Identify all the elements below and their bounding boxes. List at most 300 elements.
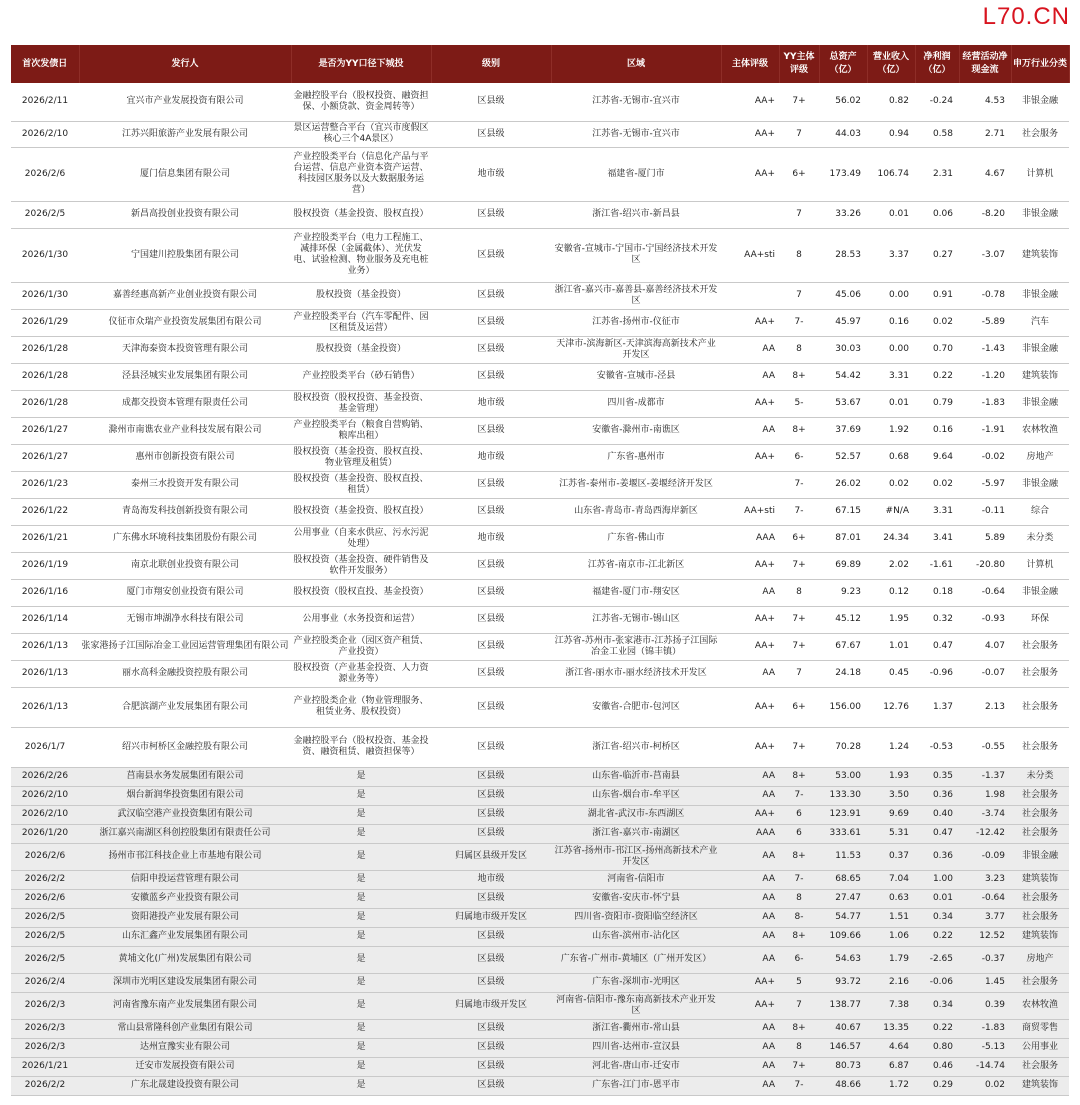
cell-issuer: 浙江嘉兴南湖区科创控股集团有限责任公司 — [79, 824, 291, 843]
cell-first-issue-date: 2026/1/16 — [11, 579, 79, 606]
cell-first-issue-date: 2026/1/27 — [11, 444, 79, 471]
cell-first-issue-date: 2026/2/5 — [11, 908, 79, 927]
cell-issuer: 新昌高投创业投资有限公司 — [79, 201, 291, 228]
cell-total-assets: 28.53 — [819, 228, 867, 282]
cell-admin-level: 区县级 — [431, 363, 551, 390]
cell-region: 江苏省-苏州市-张家港市-江苏扬子江国际冶金工业园（锦丰镇） — [551, 633, 721, 660]
cell-revenue: 3.37 — [867, 228, 915, 282]
cell-net-profit: 0.36 — [915, 786, 959, 805]
cell-net-profit: 2.31 — [915, 147, 959, 201]
cell-operating-cash-flow: 0.39 — [959, 992, 1011, 1019]
cell-issuer-rating: AA+ — [721, 805, 779, 824]
cell-total-assets: 67.67 — [819, 633, 867, 660]
cell-total-assets: 70.28 — [819, 727, 867, 767]
cell-is-chengtou: 是 — [291, 786, 431, 805]
table-row — [11, 992, 1069, 1019]
cell-total-assets: 68.65 — [819, 870, 867, 889]
cell-issuer: 青岛海发科技创新投资有限公司 — [79, 498, 291, 525]
cell-is-chengtou: 是 — [291, 805, 431, 824]
cell-region: 广东省-江门市-恩平市 — [551, 1076, 721, 1095]
cell-sw-industry: 未分类 — [1011, 767, 1069, 786]
cell-is-chengtou: 股权投资（基金投资） — [291, 336, 431, 363]
cell-total-assets: 26.02 — [819, 471, 867, 498]
cell-first-issue-date: 2026/1/28 — [11, 390, 79, 417]
table-row — [11, 1076, 1069, 1095]
table-body — [11, 83, 1069, 1095]
table-row — [11, 946, 1069, 973]
cell-is-chengtou: 金融控股平台（股权投资、融资担保、小额贷款、资金周转等） — [291, 83, 431, 121]
cell-revenue: 12.76 — [867, 687, 915, 727]
cell-issuer: 迁安市发展投资有限公司 — [79, 1057, 291, 1076]
cell-net-profit: 0.40 — [915, 805, 959, 824]
cell-is-chengtou: 是 — [291, 767, 431, 786]
table-row — [11, 1019, 1069, 1038]
cell-operating-cash-flow: -0.78 — [959, 282, 1011, 309]
cell-yy-rating: 7 — [779, 992, 819, 1019]
table-row — [11, 579, 1069, 606]
cell-yy-rating: 7+ — [779, 633, 819, 660]
cell-issuer-rating: AA+ — [721, 552, 779, 579]
cell-region: 安徽省-合肥市-包河区 — [551, 687, 721, 727]
cell-operating-cash-flow: 12.52 — [959, 927, 1011, 946]
cell-operating-cash-flow: -5.89 — [959, 309, 1011, 336]
cell-admin-level: 地市级 — [431, 525, 551, 552]
cell-region: 山东省-临沂市-莒南县 — [551, 767, 721, 786]
cell-sw-industry: 非银金融 — [1011, 390, 1069, 417]
cell-admin-level: 归属地市级开发区 — [431, 992, 551, 1019]
cell-is-chengtou: 产业控股类企业（物业管理服务、租赁业务、股权投资） — [291, 687, 431, 727]
table-row — [11, 824, 1069, 843]
cell-issuer: 扬州市邗江科技企业上市基地有限公司 — [79, 843, 291, 870]
cell-net-profit: 0.35 — [915, 767, 959, 786]
cell-net-profit: 0.22 — [915, 363, 959, 390]
cell-issuer-rating: AA — [721, 870, 779, 889]
cell-sw-industry: 计算机 — [1011, 552, 1069, 579]
column-header-sw-industry: 申万行业分类 — [1011, 45, 1069, 83]
cell-operating-cash-flow: -5.13 — [959, 1038, 1011, 1057]
cell-admin-level: 区县级 — [431, 973, 551, 992]
cell-revenue: 1.72 — [867, 1076, 915, 1095]
cell-yy-rating: 8- — [779, 908, 819, 927]
cell-issuer: 深圳市光明区建设发展集团有限公司 — [79, 973, 291, 992]
cell-admin-level: 区县级 — [431, 786, 551, 805]
cell-total-assets: 54.77 — [819, 908, 867, 927]
cell-issuer: 泰州三水投资开发有限公司 — [79, 471, 291, 498]
cell-admin-level: 区县级 — [431, 1019, 551, 1038]
cell-issuer-rating — [721, 201, 779, 228]
cell-net-profit: 0.16 — [915, 417, 959, 444]
cell-first-issue-date: 2026/1/23 — [11, 471, 79, 498]
cell-sw-industry: 计算机 — [1011, 147, 1069, 201]
cell-revenue: 2.02 — [867, 552, 915, 579]
table-row — [11, 660, 1069, 687]
cell-first-issue-date: 2026/1/19 — [11, 552, 79, 579]
cell-is-chengtou: 股权投资（股权投资、基金投资、基金管理） — [291, 390, 431, 417]
cell-issuer: 河南省豫东南产业发展集团有限公司 — [79, 992, 291, 1019]
cell-is-chengtou: 是 — [291, 870, 431, 889]
cell-issuer: 泾县泾城实业发展集团有限公司 — [79, 363, 291, 390]
cell-net-profit: 1.00 — [915, 870, 959, 889]
cell-total-assets: 87.01 — [819, 525, 867, 552]
cell-issuer-rating: AA — [721, 767, 779, 786]
cell-revenue: 24.34 — [867, 525, 915, 552]
cell-total-assets: 69.89 — [819, 552, 867, 579]
cell-first-issue-date: 2026/2/6 — [11, 889, 79, 908]
cell-is-chengtou: 产业控股类平台（汽车零配件、园区租赁及运营） — [291, 309, 431, 336]
cell-revenue: 1.24 — [867, 727, 915, 767]
cell-region: 天津市-滨海新区-天津滨海高新技术产业开发区 — [551, 336, 721, 363]
cell-sw-industry: 社会服务 — [1011, 1057, 1069, 1076]
cell-sw-industry: 非银金融 — [1011, 471, 1069, 498]
cell-admin-level: 区县级 — [431, 309, 551, 336]
cell-yy-rating: 8+ — [779, 417, 819, 444]
cell-admin-level: 区县级 — [431, 1038, 551, 1057]
cell-net-profit: 0.58 — [915, 121, 959, 147]
cell-issuer-rating: AAA — [721, 824, 779, 843]
cell-revenue: 2.16 — [867, 973, 915, 992]
cell-issuer: 信阳申投运营管理有限公司 — [79, 870, 291, 889]
top-bar — [0, 0, 1080, 36]
cell-region: 安徽省-安庆市-怀宁县 — [551, 889, 721, 908]
cell-revenue: 1.95 — [867, 606, 915, 633]
cell-yy-rating: 7 — [779, 282, 819, 309]
table-row — [11, 973, 1069, 992]
cell-yy-rating: 6- — [779, 444, 819, 471]
cell-yy-rating: 7+ — [779, 606, 819, 633]
cell-issuer-rating: AA — [721, 660, 779, 687]
cell-sw-industry: 农林牧渔 — [1011, 992, 1069, 1019]
cell-revenue: 3.31 — [867, 363, 915, 390]
cell-issuer: 资阳港投产业发展有限公司 — [79, 908, 291, 927]
cell-revenue: 6.87 — [867, 1057, 915, 1076]
cell-yy-rating: 5- — [779, 390, 819, 417]
cell-issuer-rating: AA — [721, 1038, 779, 1057]
cell-is-chengtou: 股权投资（基金投资、股权直投、租赁） — [291, 471, 431, 498]
cell-yy-rating: 6 — [779, 824, 819, 843]
column-header-issuer-rating: 主体评级 — [721, 45, 779, 83]
cell-first-issue-date: 2026/1/21 — [11, 525, 79, 552]
cell-total-assets: 48.66 — [819, 1076, 867, 1095]
cell-admin-level: 区县级 — [431, 121, 551, 147]
cell-issuer-rating: AA+sti — [721, 498, 779, 525]
cell-net-profit: 3.41 — [915, 525, 959, 552]
cell-operating-cash-flow: -0.64 — [959, 579, 1011, 606]
cell-admin-level: 区县级 — [431, 552, 551, 579]
cell-operating-cash-flow: 5.89 — [959, 525, 1011, 552]
cell-sw-industry: 建筑装饰 — [1011, 870, 1069, 889]
cell-yy-rating: 8 — [779, 579, 819, 606]
cell-total-assets: 44.03 — [819, 121, 867, 147]
cell-region: 江苏省-南京市-江北新区 — [551, 552, 721, 579]
cell-net-profit: 0.46 — [915, 1057, 959, 1076]
table-row — [11, 767, 1069, 786]
cell-operating-cash-flow: -1.91 — [959, 417, 1011, 444]
column-header-first-issue-date: 首次发债日 — [11, 45, 79, 83]
cell-first-issue-date: 2026/1/13 — [11, 687, 79, 727]
cell-total-assets: 173.49 — [819, 147, 867, 201]
cell-first-issue-date: 2026/2/2 — [11, 870, 79, 889]
cell-issuer: 广东佛水环境科技集团股份有限公司 — [79, 525, 291, 552]
cell-sw-industry: 社会服务 — [1011, 973, 1069, 992]
column-header-net-profit: 净利润（亿） — [915, 45, 959, 83]
cell-region: 安徽省-宣城市-宁国市-宁国经济技术开发区 — [551, 228, 721, 282]
cell-issuer: 厦门信息集团有限公司 — [79, 147, 291, 201]
cell-total-assets: 45.97 — [819, 309, 867, 336]
cell-total-assets: 27.47 — [819, 889, 867, 908]
cell-sw-industry: 非银金融 — [1011, 579, 1069, 606]
cell-operating-cash-flow: -1.83 — [959, 1019, 1011, 1038]
cell-operating-cash-flow: 0.02 — [959, 1076, 1011, 1095]
cell-total-assets: 80.73 — [819, 1057, 867, 1076]
cell-is-chengtou: 景区运营整合平台（宜兴市度假区核心三个4A景区） — [291, 121, 431, 147]
cell-sw-industry: 农林牧渔 — [1011, 417, 1069, 444]
cell-is-chengtou: 股权投资（产业基金投资、人力资源业务等） — [291, 660, 431, 687]
cell-first-issue-date: 2026/2/6 — [11, 147, 79, 201]
cell-admin-level: 区县级 — [431, 946, 551, 973]
cell-issuer-rating: AA+ — [721, 633, 779, 660]
cell-total-assets: 54.42 — [819, 363, 867, 390]
cell-is-chengtou: 产业控股类企业（园区资产租赁、产业投资） — [291, 633, 431, 660]
cell-issuer: 成都交投资本管理有限责任公司 — [79, 390, 291, 417]
table-row — [11, 525, 1069, 552]
bond-issuer-table-container — [11, 45, 1069, 1096]
table-row — [11, 282, 1069, 309]
cell-issuer: 绍兴市柯桥区金融控股有限公司 — [79, 727, 291, 767]
cell-is-chengtou: 是 — [291, 927, 431, 946]
cell-total-assets: 37.69 — [819, 417, 867, 444]
table-row — [11, 727, 1069, 767]
cell-sw-industry: 房地产 — [1011, 946, 1069, 973]
cell-yy-rating: 7+ — [779, 727, 819, 767]
table-row — [11, 83, 1069, 121]
cell-total-assets: 54.63 — [819, 946, 867, 973]
cell-region: 福建省-厦门市 — [551, 147, 721, 201]
cell-sw-industry: 社会服务 — [1011, 687, 1069, 727]
cell-net-profit: 0.79 — [915, 390, 959, 417]
cell-revenue: 7.04 — [867, 870, 915, 889]
cell-is-chengtou: 是 — [291, 973, 431, 992]
cell-issuer-rating: AA — [721, 946, 779, 973]
cell-issuer-rating: AA+ — [721, 973, 779, 992]
table-row — [11, 552, 1069, 579]
table-header-row — [11, 45, 1069, 83]
cell-issuer-rating: AA+ — [721, 121, 779, 147]
cell-net-profit: 0.32 — [915, 606, 959, 633]
cell-sw-industry: 社会服务 — [1011, 805, 1069, 824]
cell-first-issue-date: 2026/1/28 — [11, 363, 79, 390]
cell-is-chengtou: 是 — [291, 1076, 431, 1095]
cell-net-profit: -0.96 — [915, 660, 959, 687]
cell-sw-industry: 社会服务 — [1011, 121, 1069, 147]
cell-is-chengtou: 是 — [291, 946, 431, 973]
cell-admin-level: 归属区县级开发区 — [431, 843, 551, 870]
cell-revenue: 0.37 — [867, 843, 915, 870]
cell-first-issue-date: 2026/2/10 — [11, 805, 79, 824]
cell-issuer-rating: AA — [721, 579, 779, 606]
cell-issuer-rating: AAA — [721, 525, 779, 552]
cell-region: 山东省-滨州市-沾化区 — [551, 927, 721, 946]
cell-admin-level: 区县级 — [431, 498, 551, 525]
cell-revenue: 0.01 — [867, 390, 915, 417]
cell-total-assets: 30.03 — [819, 336, 867, 363]
table-row — [11, 908, 1069, 927]
cell-issuer-rating: AA+ — [721, 147, 779, 201]
cell-revenue: #N/A — [867, 498, 915, 525]
cell-region: 四川省-达州市-宣汉县 — [551, 1038, 721, 1057]
cell-issuer: 常山县常隆科创产业集团有限公司 — [79, 1019, 291, 1038]
cell-revenue: 0.94 — [867, 121, 915, 147]
cell-net-profit: 0.06 — [915, 201, 959, 228]
cell-sw-industry: 非银金融 — [1011, 843, 1069, 870]
cell-yy-rating: 6+ — [779, 525, 819, 552]
cell-issuer: 达州宣豫实业有限公司 — [79, 1038, 291, 1057]
cell-total-assets: 53.67 — [819, 390, 867, 417]
cell-admin-level: 区县级 — [431, 282, 551, 309]
cell-region: 江苏省-泰州市-姜堰区-姜堰经济开发区 — [551, 471, 721, 498]
cell-is-chengtou: 是 — [291, 1038, 431, 1057]
cell-admin-level: 地市级 — [431, 390, 551, 417]
cell-issuer-rating: AA — [721, 363, 779, 390]
cell-first-issue-date: 2026/1/21 — [11, 1057, 79, 1076]
cell-region: 江苏省-无锡市-宜兴市 — [551, 83, 721, 121]
cell-yy-rating: 7- — [779, 309, 819, 336]
cell-region: 广东省-惠州市 — [551, 444, 721, 471]
cell-sw-industry: 环保 — [1011, 606, 1069, 633]
cell-sw-industry: 非银金融 — [1011, 83, 1069, 121]
cell-operating-cash-flow: -0.55 — [959, 727, 1011, 767]
table-row — [11, 444, 1069, 471]
cell-is-chengtou: 产业控股类平台（信息化产品与平台运营、信息产业资本资产运营、科技园区服务以及大数据服务运营） — [291, 147, 431, 201]
cell-region: 山东省-青岛市-青岛西海岸新区 — [551, 498, 721, 525]
cell-net-profit: 0.34 — [915, 992, 959, 1019]
cell-region: 江苏省-无锡市-宜兴市 — [551, 121, 721, 147]
cell-total-assets: 67.15 — [819, 498, 867, 525]
cell-issuer: 合肥滨湖产业发展集团有限公司 — [79, 687, 291, 727]
cell-total-assets: 24.18 — [819, 660, 867, 687]
cell-yy-rating: 7- — [779, 471, 819, 498]
cell-issuer: 天津海泰资本投资管理有限公司 — [79, 336, 291, 363]
cell-region: 浙江省-嘉兴市-嘉善县-嘉善经济技术开发区 — [551, 282, 721, 309]
cell-revenue: 7.38 — [867, 992, 915, 1019]
cell-first-issue-date: 2026/2/26 — [11, 767, 79, 786]
cell-is-chengtou: 是 — [291, 1057, 431, 1076]
cell-operating-cash-flow: 4.07 — [959, 633, 1011, 660]
cell-operating-cash-flow: 3.23 — [959, 870, 1011, 889]
cell-region: 广东省-广州市-黄埔区（广州开发区） — [551, 946, 721, 973]
cell-revenue: 0.00 — [867, 282, 915, 309]
table-row — [11, 633, 1069, 660]
cell-issuer: 莒南县水务发展集团有限公司 — [79, 767, 291, 786]
cell-revenue: 1.92 — [867, 417, 915, 444]
cell-net-profit: 0.36 — [915, 843, 959, 870]
cell-issuer: 武汉临空港产业投资集团有限公司 — [79, 805, 291, 824]
cell-total-assets: 45.12 — [819, 606, 867, 633]
cell-yy-rating: 6 — [779, 805, 819, 824]
cell-sw-industry: 建筑装饰 — [1011, 1076, 1069, 1095]
cell-revenue: 13.35 — [867, 1019, 915, 1038]
cell-yy-rating: 7- — [779, 786, 819, 805]
cell-issuer: 丽水高科金融投资控股有限公司 — [79, 660, 291, 687]
cell-is-chengtou: 股权投资（基金投资、股权直投） — [291, 201, 431, 228]
cell-first-issue-date: 2026/1/14 — [11, 606, 79, 633]
cell-sw-industry: 综合 — [1011, 498, 1069, 525]
cell-is-chengtou: 股权投资（股权直投、基金投资） — [291, 579, 431, 606]
table-row — [11, 889, 1069, 908]
cell-total-assets: 133.30 — [819, 786, 867, 805]
cell-yy-rating: 7- — [779, 1076, 819, 1095]
cell-issuer-rating: AA+ — [721, 727, 779, 767]
cell-net-profit: 0.18 — [915, 579, 959, 606]
cell-issuer-rating: AA+ — [721, 309, 779, 336]
cell-sw-industry: 商贸零售 — [1011, 1019, 1069, 1038]
cell-is-chengtou: 是 — [291, 843, 431, 870]
cell-issuer-rating: AA — [721, 889, 779, 908]
column-header-admin-level: 级别 — [431, 45, 551, 83]
cell-admin-level: 区县级 — [431, 889, 551, 908]
table-row — [11, 687, 1069, 727]
cell-yy-rating: 7- — [779, 870, 819, 889]
cell-first-issue-date: 2026/1/13 — [11, 660, 79, 687]
cell-issuer: 厦门市翔安创业投资有限公司 — [79, 579, 291, 606]
table-row — [11, 927, 1069, 946]
cell-operating-cash-flow: -0.07 — [959, 660, 1011, 687]
table-row — [11, 147, 1069, 201]
cell-operating-cash-flow: 1.45 — [959, 973, 1011, 992]
cell-issuer: 广东北晟建设投资有限公司 — [79, 1076, 291, 1095]
table-row — [11, 121, 1069, 147]
cell-region: 河南省-信阳市 — [551, 870, 721, 889]
cell-sw-industry: 社会服务 — [1011, 786, 1069, 805]
cell-issuer-rating: AA+ — [721, 83, 779, 121]
cell-yy-rating: 8 — [779, 1038, 819, 1057]
cell-issuer-rating: AA+sti — [721, 228, 779, 282]
cell-total-assets: 138.77 — [819, 992, 867, 1019]
cell-region: 浙江省-丽水市-丽水经济技术开发区 — [551, 660, 721, 687]
cell-region: 广东省-深圳市-光明区 — [551, 973, 721, 992]
cell-issuer: 山东汇鑫产业发展集团有限公司 — [79, 927, 291, 946]
cell-is-chengtou: 产业控股类平台（砂石销售） — [291, 363, 431, 390]
cell-total-assets: 109.66 — [819, 927, 867, 946]
cell-admin-level: 区县级 — [431, 417, 551, 444]
table-row — [11, 471, 1069, 498]
cell-net-profit: -1.61 — [915, 552, 959, 579]
cell-sw-industry: 建筑装饰 — [1011, 228, 1069, 282]
cell-operating-cash-flow: -0.93 — [959, 606, 1011, 633]
cell-yy-rating: 6+ — [779, 687, 819, 727]
cell-issuer: 宜兴市产业发展投资有限公司 — [79, 83, 291, 121]
cell-operating-cash-flow: -0.02 — [959, 444, 1011, 471]
cell-is-chengtou: 股权投资（基金投资） — [291, 282, 431, 309]
cell-operating-cash-flow: -20.80 — [959, 552, 1011, 579]
cell-sw-industry: 非银金融 — [1011, 282, 1069, 309]
cell-is-chengtou: 产业控股类平台（电力工程施工、减排环保（金属截体）、光伏发电、试验检测、物业服务及充电桩业务） — [291, 228, 431, 282]
cell-issuer: 张家港扬子江国际冶金工业园运营管理集团有限公司 — [79, 633, 291, 660]
cell-issuer: 安徽蓝乡产业投资有限公司 — [79, 889, 291, 908]
cell-admin-level: 区县级 — [431, 633, 551, 660]
cell-issuer-rating: AA — [721, 1057, 779, 1076]
cell-region: 福建省-厦门市-翔安区 — [551, 579, 721, 606]
cell-sw-industry: 社会服务 — [1011, 660, 1069, 687]
cell-total-assets: 56.02 — [819, 83, 867, 121]
cell-net-profit: 1.37 — [915, 687, 959, 727]
cell-operating-cash-flow: -0.64 — [959, 889, 1011, 908]
cell-first-issue-date: 2026/1/7 — [11, 727, 79, 767]
cell-admin-level: 区县级 — [431, 727, 551, 767]
table-row — [11, 606, 1069, 633]
cell-first-issue-date: 2026/2/3 — [11, 1019, 79, 1038]
cell-total-assets: 156.00 — [819, 687, 867, 727]
cell-region: 浙江省-衢州市-常山县 — [551, 1019, 721, 1038]
